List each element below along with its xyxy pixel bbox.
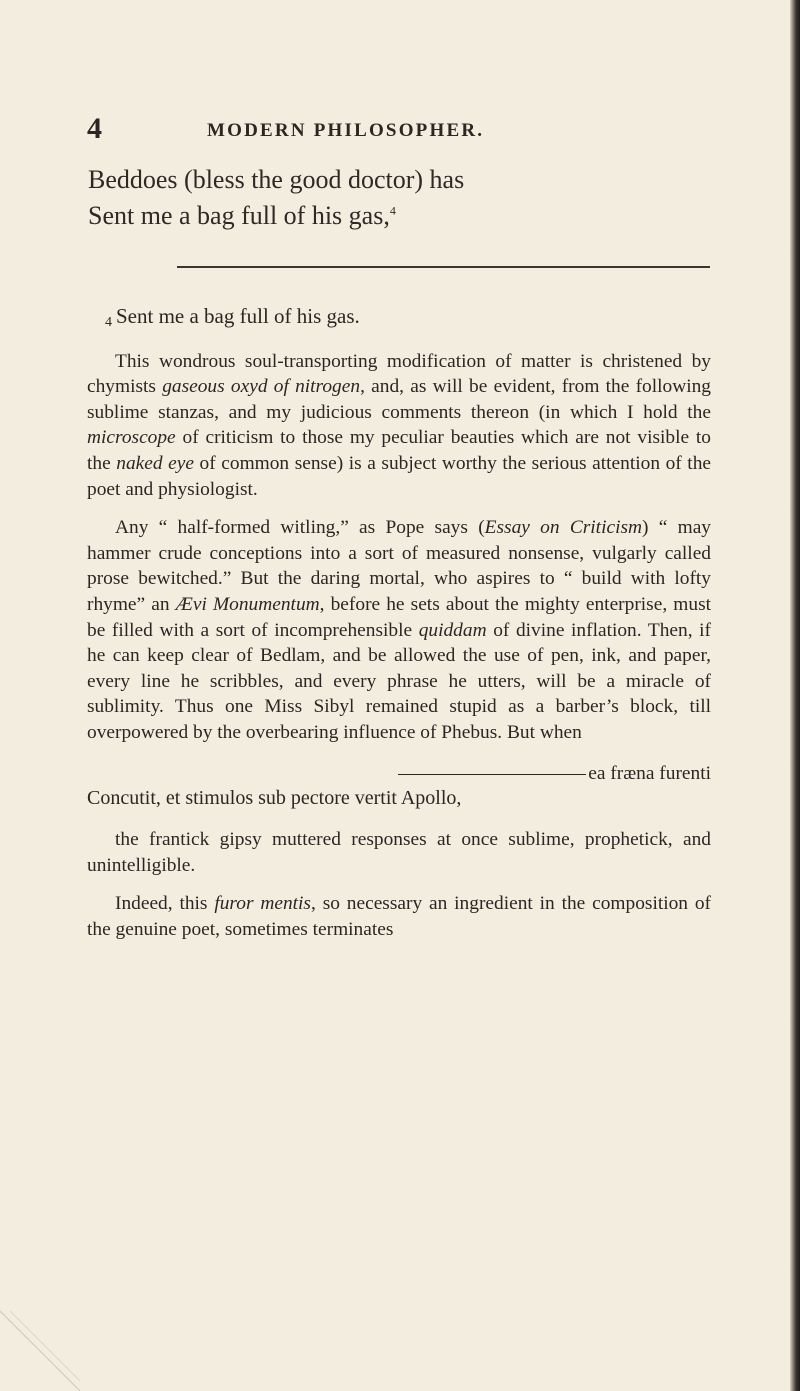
text-run: Indeed, this xyxy=(115,893,215,915)
page-corner-shadow xyxy=(0,1311,80,1391)
italic-run: furor mentis xyxy=(214,893,311,915)
text-run: of common sense) is a subject worthy the serious attention of the poet and physiologist. xyxy=(87,452,711,500)
verse-line-1: Beddoes (bless the good doctor) has xyxy=(88,165,465,194)
footnote-reference: 4 xyxy=(389,203,396,218)
quote-text: ea fræna furenti xyxy=(588,762,711,784)
footnote-body xyxy=(87,304,711,955)
footnote-divider xyxy=(177,266,710,268)
verse-block xyxy=(88,162,688,234)
footnote-marker: 4 xyxy=(105,315,112,330)
footnote-paragraph-2 xyxy=(87,515,711,745)
verse-line-2-text: Sent me a bag full of his gas, xyxy=(88,201,390,230)
footnote-paragraph-1 xyxy=(87,349,711,503)
italic-run: Ævi Monumentum xyxy=(175,593,320,615)
footnote-paragraph-3: the frantick gipsy muttered responses at once sublime, prophetick, and unintelligible. xyxy=(87,829,711,876)
text-run: , so necessary an ingredient in the composition of the genuine poet, sometimes terminates xyxy=(87,893,712,940)
latin-quote-line-1 xyxy=(87,762,711,786)
footnote-heading xyxy=(87,304,711,336)
running-title: MODERN PHILOSOPHER. xyxy=(207,120,485,141)
italic-run: microscope xyxy=(87,427,176,449)
text-run: This wondrous soul-transporting modification of matter is christened by chymists xyxy=(87,350,711,398)
text-run: Any “ half-formed witling,” as Pope says ( xyxy=(115,517,485,539)
text-run: of criticism to those my peculiar beauties which are not visible to the xyxy=(87,427,711,474)
text-run: ) “ may hammer crude conceptions into a sort of measured nonsense, vulgarly called prose bewitched.” But the daring mortal, who aspires to “ build with lofty rhyme” an xyxy=(87,517,711,615)
text-run: , before he sets about the mighty enterprise, must be filled with a sort of incomprehensible xyxy=(87,593,711,641)
book-spine-edge xyxy=(790,0,800,1391)
quote-dash xyxy=(398,774,586,775)
text-run: of divine inflation. Then, if he can keep clear of Bedlam, and be allowed the use of pen, ink, and paper, every line he scribbles, and every phrase he utters, will be a miracle of sublimity. Thus one Miss Sibyl remained stupid as a barber’s block, till overpowered by the overbearing influence of Phebus. But when xyxy=(87,619,712,743)
text-run: , and, as will be evident, from the following sublime stanzas, and my judicious comments thereon (in which I hold the xyxy=(87,376,711,423)
italic-run: Essay on Criticism xyxy=(484,517,643,539)
latin-quote-line-2: Concutit, et stimulos sub pectore vertit Apollo, xyxy=(87,786,462,809)
italic-run: quiddam xyxy=(418,619,487,641)
page-header xyxy=(87,112,717,148)
italic-run: naked eye xyxy=(116,452,194,474)
verse-line-2 xyxy=(88,198,688,234)
footnote-paragraph-4 xyxy=(87,891,711,942)
page-number: 4 xyxy=(87,112,102,145)
footnote-heading-text: Sent me a bag full of his gas. xyxy=(116,304,360,328)
italic-run: gaseous oxyd of nitrogen xyxy=(162,376,361,398)
